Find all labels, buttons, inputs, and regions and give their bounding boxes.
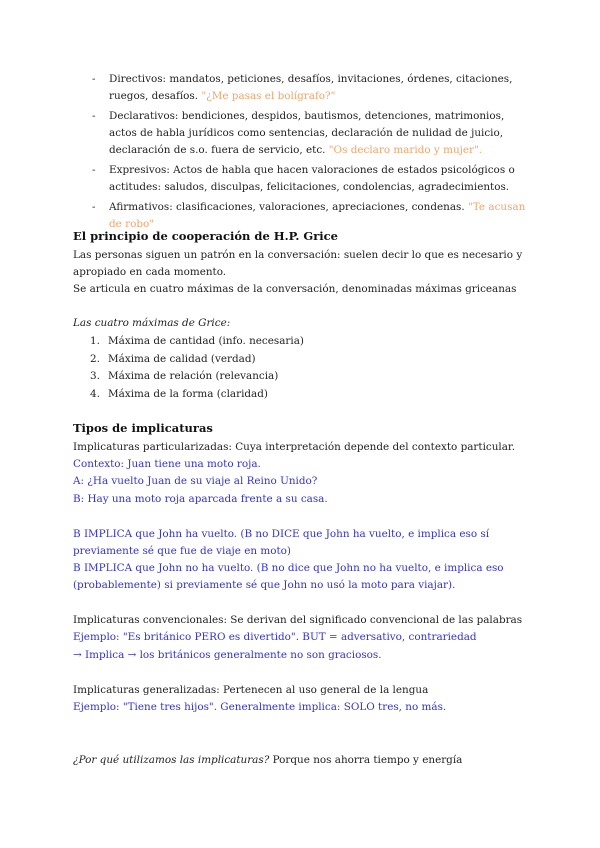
maxims-intro: Las cuatro máximas de Grice:: [73, 317, 231, 329]
maxims-list: [90, 333, 304, 403]
example-line: Ejemplo: "Es británico PERO es divertido". BUT = adversativo, contrariedad: [73, 631, 477, 643]
paragraph: Implicaturas particularizadas: Cuya interpretación depende del contexto particular.: [73, 441, 516, 453]
paragraph: Implicaturas convencionales: Se derivan del significado convencional de las palabras: [73, 614, 523, 626]
list-item: - Afirmativos: clasificaciones, valoraciones, apreciaciones, condenas. "Te acusan de robo": [92, 199, 532, 233]
list-item: - Expresivos: Actos de habla que hacen valoraciones de estados psicológicos o actitudes: saludos, disculpas, felicitaciones, condolencias, agradecimientos.: [92, 162, 532, 196]
speech-acts-list: [92, 71, 532, 236]
example-line: B IMPLICA que John ha vuelto. (B no DICE que John ha vuelto, e implica eso sí previamente sé que fue de viaje en moto): [73, 528, 490, 557]
example-line: A: ¿Ha vuelto Juan de su viaje al Reino Unido?: [73, 475, 318, 487]
list-item: 2. Máxima de calidad (verdad): [90, 352, 256, 365]
closing-question: ¿Por qué utilizamos las implicaturas? Porque nos ahorra tiempo y energía: [73, 754, 463, 766]
example-line: → Implica → los británicos generalmente no son graciosos.: [73, 649, 382, 661]
example-text: "Os declaro marido y mujer".: [328, 144, 483, 156]
paragraph: Implicaturas generalizadas: Pertenecen al uso general de la lengua: [73, 684, 429, 696]
list-item: 1. Máxima de cantidad (info. necesaria): [90, 335, 304, 347]
example-line: Contexto: Juan tiene una moto roja.: [73, 458, 261, 470]
example-text: "Te acusan de robo": [109, 201, 526, 230]
example-line: Ejemplo: "Tiene tres hijos". Generalmente implica: SOLO tres, no más.: [73, 701, 447, 713]
section-heading-grice: El principio de cooperación de H.P. Grice: [73, 229, 338, 243]
paragraph: Las personas siguen un patrón en la conversación: suelen decir lo que es necesario y apropiado en cada momento.: [73, 249, 523, 278]
example-line: B IMPLICA que John no ha vuelto. (B no dice que John no ha vuelto, e implica eso (probablemente) si previamente sé que John no usó la moto para viajar).: [73, 562, 504, 591]
list-item: 4. Máxima de la forma (claridad): [90, 387, 268, 400]
list-item: - Declarativos: bendiciones, despidos, bautismos, detenciones, matrimonios, actos de habla jurídicos como sentencias, declaración de nulidad de juicio, declaración de s.o. fuera de servicio, etc. "Os declaro marido y mujer".: [92, 108, 532, 159]
section-heading-implicaturas: Tipos de implicaturas: [73, 421, 213, 435]
list-item: - Directivos: mandatos, peticiones, desafíos, invitaciones, órdenes, citaciones, ruegos, desafíos. "¿Me pasas el bolígrafo?": [92, 71, 532, 105]
example-line: B: Hay una moto roja aparcada frente a su casa.: [73, 493, 328, 505]
paragraph: Se articula en cuatro máximas de la conversación, denominadas máximas griceanas: [73, 283, 517, 295]
example-text: "¿Me pasas el bolígrafo?": [201, 90, 336, 102]
list-item: 3. Máxima de relación (relevancia): [90, 370, 279, 382]
